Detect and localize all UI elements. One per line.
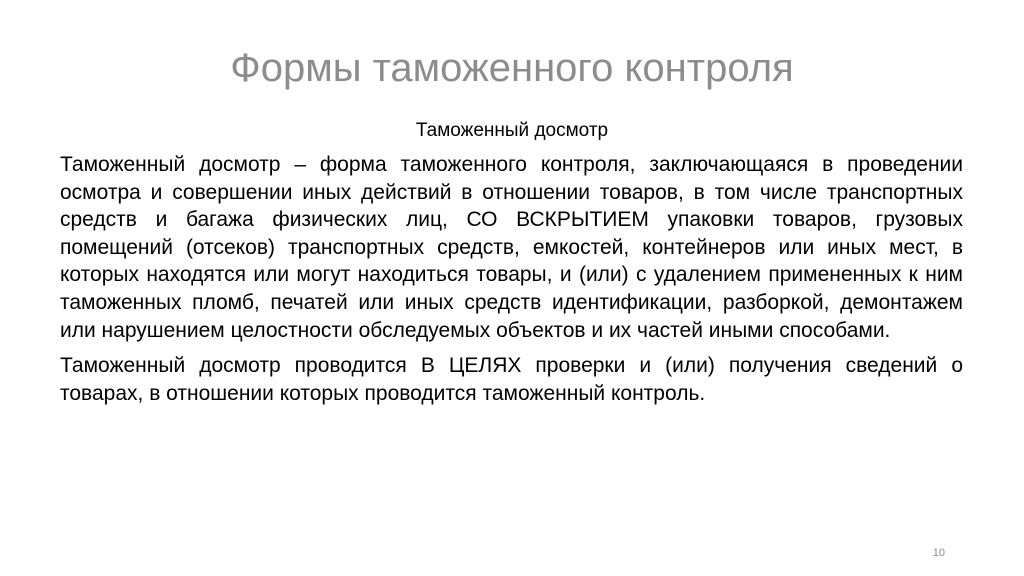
slide-subtitle: Таможенный досмотр xyxy=(415,120,609,141)
body-paragraph: Таможенный досмотр – форма таможенного контроля, заключающаяся в проведении осмотра и совершении иных действий в отношении товаров, в том числе транспортных средств и багажа физических лиц, СО ВСКРЫТИЕМ упаковки товаров, грузовых помещений (отсеков) транспортных средств, емкостей, контейнеров или иных мест, в которых находятся или могут находиться товары, и (или) с удалением примененных к ним таможенных пломб, печатей или иных средств идентификации, разборкой, демонтажем или нарушением целостности обследуемых объектов и их частей иными способами. xyxy=(60,153,963,342)
slide-body xyxy=(60,151,963,415)
page-number: 10 xyxy=(932,547,945,559)
body-paragraph: Таможенный досмотр проводится В ЦЕЛЯХ проверки и (или) получения сведений о товарах, в отношении которых проводится таможенный контроль. xyxy=(60,354,963,405)
slide-title: Формы таможенного контроля xyxy=(230,46,794,90)
